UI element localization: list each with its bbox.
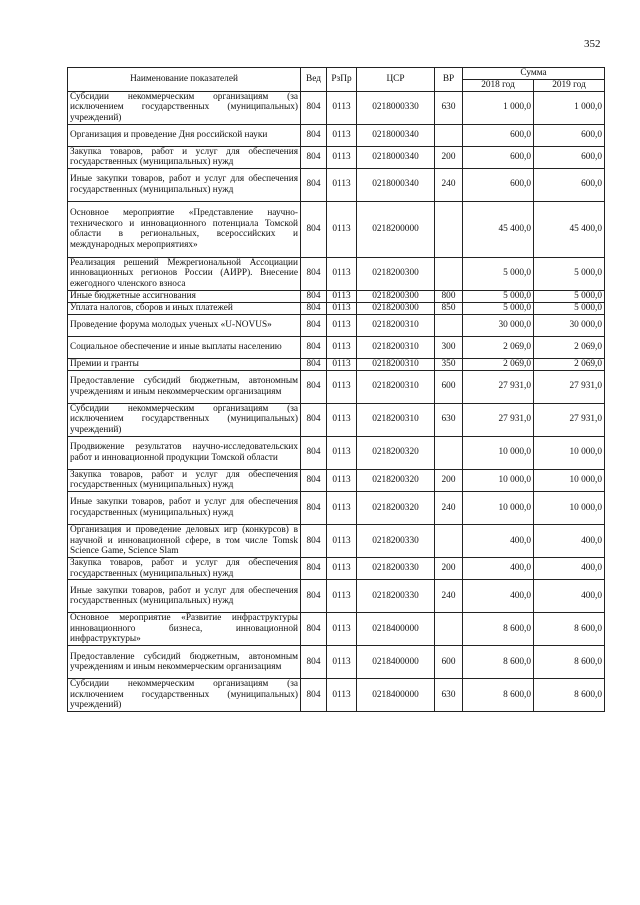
row-sum-2018: 2 069,0 (463, 358, 534, 370)
row-sum-2018: 2 069,0 (463, 336, 534, 358)
table-row (68, 146, 605, 168)
table-row (68, 336, 605, 358)
row-sum-2019: 30 000,0 (534, 314, 605, 336)
table-row (68, 580, 605, 613)
row-sum-2018: 400,0 (463, 557, 534, 579)
row-rzpr: 0113 (327, 302, 357, 314)
row-ved: 804 (301, 436, 327, 469)
row-sum-2018: 400,0 (463, 580, 534, 613)
row-csr: 0218400000 (357, 613, 435, 646)
row-vr (435, 613, 463, 646)
row-csr: 0218200330 (357, 524, 435, 557)
row-name: Проведение форума молодых ученых «U-NOVUS» (68, 314, 301, 336)
row-name: Субсидии некоммерческим организациям (за исключением государственных (муниципальных) учреждений) (68, 679, 301, 712)
row-ved: 804 (301, 290, 327, 302)
row-name: Организация и проведение Дня российской науки (68, 124, 301, 146)
row-csr: 0218000330 (357, 91, 435, 124)
row-name: Закупка товаров, работ и услуг для обеспечения государственных (муниципальных) нужд (68, 146, 301, 168)
row-vr: 200 (435, 557, 463, 579)
row-sum-2019: 27 931,0 (534, 403, 605, 436)
row-rzpr: 0113 (327, 168, 357, 201)
table-body (68, 91, 605, 712)
row-sum-2019: 400,0 (534, 524, 605, 557)
row-rzpr: 0113 (327, 469, 357, 491)
row-vr: 240 (435, 168, 463, 201)
row-ved: 804 (301, 314, 327, 336)
row-vr (435, 524, 463, 557)
row-name: Уплата налогов, сборов и иных платежей (68, 302, 301, 314)
row-sum-2019: 10 000,0 (534, 491, 605, 524)
row-vr: 600 (435, 370, 463, 403)
row-vr (435, 257, 463, 290)
row-sum-2019: 45 400,0 (534, 201, 605, 257)
row-rzpr: 0113 (327, 613, 357, 646)
table-row (68, 403, 605, 436)
row-sum-2018: 10 000,0 (463, 469, 534, 491)
row-vr: 200 (435, 146, 463, 168)
row-rzpr: 0113 (327, 201, 357, 257)
row-rzpr: 0113 (327, 314, 357, 336)
row-ved: 804 (301, 580, 327, 613)
row-ved: 804 (301, 469, 327, 491)
table-row (68, 257, 605, 290)
row-csr: 0218200330 (357, 557, 435, 579)
row-sum-2018: 600,0 (463, 124, 534, 146)
row-ved: 804 (301, 336, 327, 358)
row-sum-2018: 600,0 (463, 146, 534, 168)
row-vr: 630 (435, 679, 463, 712)
row-sum-2018: 8 600,0 (463, 613, 534, 646)
row-rzpr: 0113 (327, 436, 357, 469)
table-row (68, 491, 605, 524)
row-name: Социальное обеспечение и иные выплаты населению (68, 336, 301, 358)
row-sum-2018: 5 000,0 (463, 302, 534, 314)
table-row (68, 290, 605, 302)
row-rzpr: 0113 (327, 557, 357, 579)
header-year-2019: 2019 год (534, 80, 605, 92)
row-csr: 0218000340 (357, 124, 435, 146)
row-sum-2019: 1 000,0 (534, 91, 605, 124)
header-vr: ВР (435, 68, 463, 92)
row-ved: 804 (301, 613, 327, 646)
row-rzpr: 0113 (327, 580, 357, 613)
row-sum-2019: 8 600,0 (534, 679, 605, 712)
row-vr (435, 436, 463, 469)
row-rzpr: 0113 (327, 91, 357, 124)
row-vr: 600 (435, 646, 463, 679)
row-sum-2018: 45 400,0 (463, 201, 534, 257)
row-ved: 804 (301, 257, 327, 290)
row-ved: 804 (301, 201, 327, 257)
row-ved: 804 (301, 91, 327, 124)
row-csr: 0218200310 (357, 358, 435, 370)
row-sum-2018: 1 000,0 (463, 91, 534, 124)
row-csr: 0218400000 (357, 646, 435, 679)
table-row (68, 557, 605, 579)
row-vr: 200 (435, 469, 463, 491)
row-ved: 804 (301, 646, 327, 679)
row-name: Закупка товаров, работ и услуг для обеспечения государственных (муниципальных) нужд (68, 469, 301, 491)
table-row (68, 613, 605, 646)
row-vr: 350 (435, 358, 463, 370)
row-vr (435, 314, 463, 336)
row-ved: 804 (301, 491, 327, 524)
row-vr: 630 (435, 403, 463, 436)
row-csr: 0218200310 (357, 336, 435, 358)
row-sum-2018: 5 000,0 (463, 257, 534, 290)
row-vr: 240 (435, 491, 463, 524)
row-vr: 850 (435, 302, 463, 314)
row-name: Продвижение результатов научно-исследовательских работ и инновационной продукции Томской области (68, 436, 301, 469)
table-row (68, 646, 605, 679)
row-rzpr: 0113 (327, 646, 357, 679)
row-sum-2019: 600,0 (534, 124, 605, 146)
row-ved: 804 (301, 146, 327, 168)
row-sum-2019: 600,0 (534, 168, 605, 201)
row-sum-2019: 5 000,0 (534, 302, 605, 314)
row-csr: 0218000340 (357, 168, 435, 201)
row-ved: 804 (301, 358, 327, 370)
row-sum-2019: 8 600,0 (534, 646, 605, 679)
table-row (68, 370, 605, 403)
row-csr: 0218200310 (357, 370, 435, 403)
table-row (68, 201, 605, 257)
row-csr: 0218200310 (357, 314, 435, 336)
row-rzpr: 0113 (327, 358, 357, 370)
row-sum-2018: 27 931,0 (463, 370, 534, 403)
row-name: Иные закупки товаров, работ и услуг для обеспечения государственных (муниципальных) нужд (68, 491, 301, 524)
row-rzpr: 0113 (327, 290, 357, 302)
header-csr: ЦСР (357, 68, 435, 92)
row-rzpr: 0113 (327, 524, 357, 557)
row-sum-2019: 5 000,0 (534, 257, 605, 290)
row-name: Предоставление субсидий бюджетным, автономным учреждениям и иным некоммерческим организациям (68, 370, 301, 403)
row-sum-2019: 10 000,0 (534, 436, 605, 469)
row-csr: 0218200300 (357, 302, 435, 314)
row-vr (435, 201, 463, 257)
row-rzpr: 0113 (327, 370, 357, 403)
row-ved: 804 (301, 403, 327, 436)
row-rzpr: 0113 (327, 491, 357, 524)
row-csr: 0218200300 (357, 290, 435, 302)
row-vr: 240 (435, 580, 463, 613)
row-ved: 804 (301, 524, 327, 557)
row-sum-2019: 2 069,0 (534, 358, 605, 370)
table-row (68, 469, 605, 491)
row-name: Закупка товаров, работ и услуг для обеспечения государственных (муниципальных) нужд (68, 557, 301, 579)
row-vr (435, 124, 463, 146)
row-name: Иные закупки товаров, работ и услуг для обеспечения государственных (муниципальных) нужд (68, 168, 301, 201)
table-row (68, 314, 605, 336)
row-sum-2019: 400,0 (534, 580, 605, 613)
table-row (68, 91, 605, 124)
header-name: Наименование показателей (68, 68, 301, 92)
row-sum-2018: 10 000,0 (463, 436, 534, 469)
table-row (68, 524, 605, 557)
row-name: Основное мероприятие «Развитие инфраструктуры инновационного бизнеса, инновационной инфраструктуры» (68, 613, 301, 646)
table-row (68, 168, 605, 201)
row-name: Реализация решений Межрегиональной Ассоциации инновационных регионов России (АИРР). Внесение ежегодного членского взноса (68, 257, 301, 290)
row-sum-2018: 400,0 (463, 524, 534, 557)
row-rzpr: 0113 (327, 257, 357, 290)
row-sum-2018: 8 600,0 (463, 679, 534, 712)
header-sum: Сумма (463, 68, 605, 80)
table-row (68, 679, 605, 712)
row-sum-2019: 27 931,0 (534, 370, 605, 403)
row-sum-2018: 8 600,0 (463, 646, 534, 679)
row-ved: 804 (301, 124, 327, 146)
row-sum-2018: 600,0 (463, 168, 534, 201)
row-sum-2018: 27 931,0 (463, 403, 534, 436)
row-vr: 630 (435, 91, 463, 124)
budget-table (67, 67, 605, 712)
row-sum-2019: 10 000,0 (534, 469, 605, 491)
row-sum-2019: 600,0 (534, 146, 605, 168)
row-sum-2018: 10 000,0 (463, 491, 534, 524)
header-rzpr: РзПр (327, 68, 357, 92)
row-ved: 804 (301, 302, 327, 314)
row-sum-2019: 5 000,0 (534, 290, 605, 302)
row-vr: 300 (435, 336, 463, 358)
row-sum-2018: 30 000,0 (463, 314, 534, 336)
row-csr: 0218200320 (357, 436, 435, 469)
table-row (68, 436, 605, 469)
row-ved: 804 (301, 679, 327, 712)
row-rzpr: 0113 (327, 679, 357, 712)
row-ved: 804 (301, 168, 327, 201)
row-csr: 0218200330 (357, 580, 435, 613)
row-name: Субсидии некоммерческим организациям (за исключением государственных (муниципальных) учреждений) (68, 91, 301, 124)
row-rzpr: 0113 (327, 124, 357, 146)
row-name: Премии и гранты (68, 358, 301, 370)
page-number: 352 (584, 38, 601, 50)
row-name: Основное мероприятие «Представление научно-технического и инновационного потенциала Томской области в региональных, всероссийских и международных мероприятиях» (68, 201, 301, 257)
row-csr: 0218200300 (357, 257, 435, 290)
row-name: Организация и проведение деловых игр (конкурсов) в научной и инновационной сфере, в том числе Tomsk Science Game, Science Slam (68, 524, 301, 557)
row-name: Субсидии некоммерческим организациям (за исключением государственных (муниципальных) учреждений) (68, 403, 301, 436)
row-sum-2019: 8 600,0 (534, 613, 605, 646)
row-ved: 804 (301, 557, 327, 579)
row-sum-2018: 5 000,0 (463, 290, 534, 302)
row-csr: 0218000340 (357, 146, 435, 168)
row-csr: 0218200000 (357, 201, 435, 257)
table-row (68, 358, 605, 370)
row-ved: 804 (301, 370, 327, 403)
row-csr: 0218200310 (357, 403, 435, 436)
row-rzpr: 0113 (327, 336, 357, 358)
header-year-2018: 2018 год (463, 80, 534, 92)
row-sum-2019: 400,0 (534, 557, 605, 579)
row-vr: 800 (435, 290, 463, 302)
row-name: Предоставление субсидий бюджетным, автономным учреждениям и иным некоммерческим организациям (68, 646, 301, 679)
row-sum-2019: 2 069,0 (534, 336, 605, 358)
table-row (68, 124, 605, 146)
row-rzpr: 0113 (327, 403, 357, 436)
row-rzpr: 0113 (327, 146, 357, 168)
row-name: Иные бюджетные ассигнования (68, 290, 301, 302)
row-csr: 0218400000 (357, 679, 435, 712)
row-csr: 0218200320 (357, 491, 435, 524)
row-name: Иные закупки товаров, работ и услуг для обеспечения государственных (муниципальных) нужд (68, 580, 301, 613)
header-ved: Вед (301, 68, 327, 92)
table-row (68, 302, 605, 314)
row-csr: 0218200320 (357, 469, 435, 491)
